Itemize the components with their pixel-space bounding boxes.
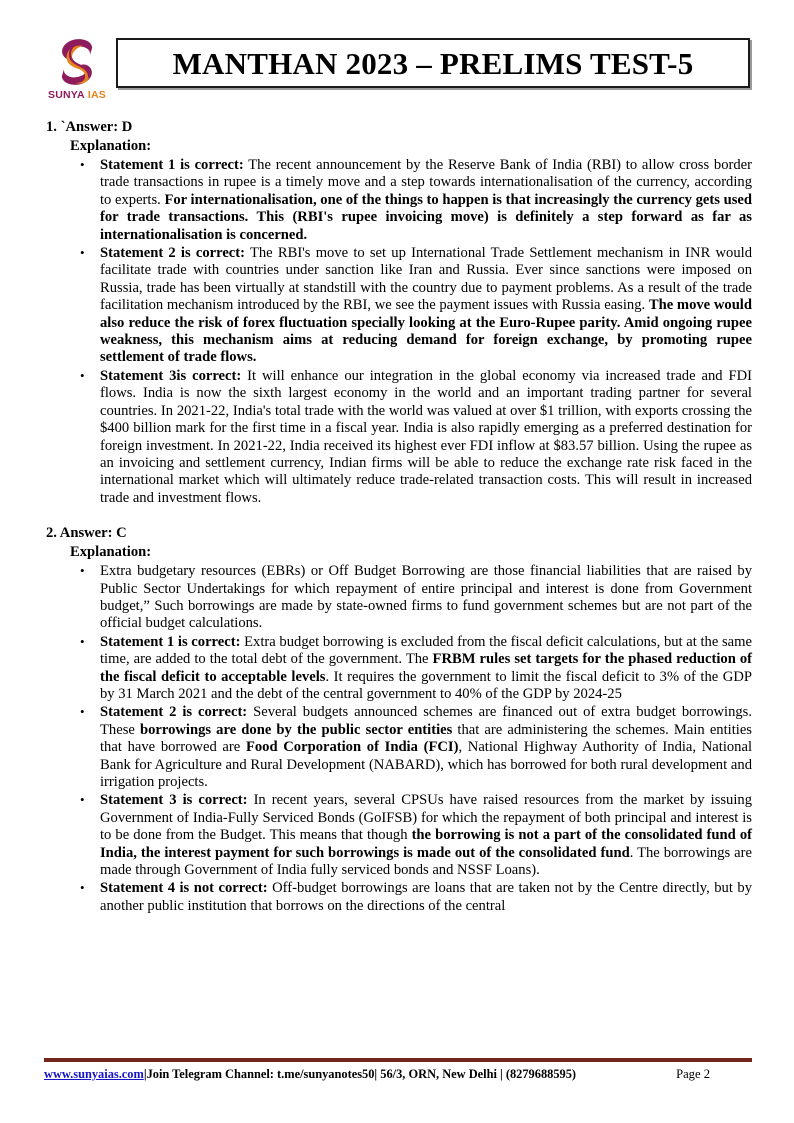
statement-lead: Statement 2 is correct: (100, 245, 246, 262)
statement-lead: Statement 3is correct: (100, 367, 242, 384)
list-item (44, 563, 752, 633)
emphasised-text: FRBM rules set targets for the phased reduction of the fiscal deficit to acceptable levels (100, 651, 752, 685)
statement-lead: Statement 1 is correct: (100, 633, 241, 650)
logo-brand-secondary: IAS (87, 89, 107, 101)
body-text: Several budgets announced schemes are financed out of extra budget borrowings. These (100, 704, 753, 738)
body-text: Extra budget borrowing is excluded from the fiscal deficit calculations, but at the same time, are added to the total debt of the government. The (100, 633, 752, 668)
explanation-heading-1: Explanation: (70, 138, 152, 154)
body-text: It will enhance our integration in the global economy via increased trade and FDI flows. India is now the sixth largest economy in the world and an important trading partner for several countries. In 2021-22, India's total trade with the world was valued at over $1 trillion, with exports crossing the $400 billion mark for the first time in a fiscal year. India is also rapidly emerging as a preferred destination for foreign investment. In 2021-22, India received its highest ever FDI inflow at $83.57 billion. Using the rupee as an invoicing and settlement currency, Indian firms will be able to reduce the exchange rate risk faced in the international market which will ultimately reduce trade-related transaction costs. This will result in increased trade and investment flows. (100, 367, 752, 506)
page-number: Page 2 (676, 1067, 710, 1081)
question-block-1 (44, 118, 752, 507)
explanation-heading-2: Explanation: (70, 544, 152, 561)
list-item (44, 880, 752, 915)
body-text: Off-budget borrowings are loans that are taken not by the Centre directly, but by another public institution that borrows on the directions of the central (100, 880, 752, 914)
footer-divider (44, 1058, 752, 1062)
list-item (44, 368, 752, 507)
emphasised-text: the borrowing is not a part of the consolidated fund of India, the interest payment for such borrowings is made out of the consolidated fund (100, 827, 752, 861)
body-text: that are administering the schemes. Main entities that have borrowed are (100, 721, 752, 756)
logo-brand-primary: SUNYA (47, 89, 85, 101)
page-footer (44, 1058, 752, 1082)
body-text: , National Highway Authority of India, National Bank for Agriculture and Rural Development (NABARD), which has borrowed for both rural development and irrigation projects. (100, 739, 752, 790)
page-title: MANTHAN 2023 – PRELIMS TEST-5 (172, 45, 694, 81)
body-text: . It requires the government to limit the fiscal deficit to 3% of the GDP by 31 March 2021 and the debt of the central government to 40% of the GDP by 2024-25 (100, 668, 752, 702)
emphasised-text: The move would also reduce the risk of forex fluctuation specially looking at the Euro-Rupee parity. Amid ongoing rupee weakness, this mechanism aims at reducing demand for foreign exchange, by promoting rupee settlement of trade flows. (100, 297, 752, 366)
answer-heading-1: 1. `Answer: D (46, 119, 133, 135)
sunya-s-logo-icon (50, 35, 104, 89)
body-text: In recent years, several CPSUs have raised resources from the market by issuing Government of India-Fully Serviced Bonds (GoIFSB) for which the repayment of both principal and interest is to be done from the Budget. This means that though (100, 792, 753, 844)
list-item (44, 157, 752, 244)
body-text: The RBI's move to set up International Trade Settlement mechanism in INR would facilitate trade with countries under sanction like Iran and Russia. Ever since sanctions were imposed on Russia, trade has been virtually at standstill with the country due to payment problems. As a result of the trade facilitation mechanism introduced by the RBI, we see the payment issues with Russia easing. (100, 245, 752, 314)
list-item (44, 634, 752, 704)
statement-lead: Statement 3 is correct: (100, 792, 248, 809)
page-header (44, 33, 750, 111)
body-text: Extra budgetary resources (EBRs) or Off Budget Borrowing are those financial liabilities that are raised by Public Sector Undertakings for which repayment of entire principal and interest is done from Government budget,” Such borrowings are made by state-owned firms to fund government schemes but are not part of the official budget calculations. (100, 563, 752, 632)
footer-separator: | (143, 1067, 147, 1081)
statement-lead: Statement 2 is correct: (100, 704, 248, 721)
list-item (44, 245, 752, 367)
emphasised-text: Food Corporation of India (FCI) (245, 739, 459, 756)
emphasised-text: borrowings are done by the public sector entities (139, 721, 453, 738)
body-text: . The borrowings are made through Government of India fully serviced bonds and NSSF Loans). (100, 844, 753, 879)
explanation-list-1 (44, 157, 752, 507)
footer-row (44, 1067, 752, 1082)
emphasised-text: For internationalisation, one of the things to happen is that increasingly the currency gets used for trade transactions. This (RBI's rupee invoicing move) is definitely a step forward as far as internationalisation is concerned. (100, 191, 752, 243)
list-item (44, 704, 752, 791)
explanation-list-2 (44, 563, 752, 915)
statement-lead: Statement 1 is correct: (100, 157, 244, 173)
body-text: The recent announcement by the Reserve Bank of India (RBI) to allow cross border trade transactions in rupee is a timely move and a step towards internationalisation of the currency, according to experts. (100, 157, 752, 208)
list-item (44, 792, 752, 879)
sunya-ias-logo (44, 35, 110, 109)
logo-wordmark (44, 90, 110, 101)
statement-lead: Statement 4 is not correct: (100, 880, 268, 897)
answer-heading-2: 2. Answer: C (46, 525, 127, 542)
document-title-box (116, 38, 750, 88)
footer-contact-text: Join Telegram Channel: t.me/sunyanotes50| 56/3, ORN, New Delhi | (8279688595) (146, 1067, 577, 1081)
answer-key-content (44, 118, 752, 916)
website-link[interactable]: www.sunyaias.com (44, 1067, 144, 1081)
question-block-2 (44, 524, 752, 915)
